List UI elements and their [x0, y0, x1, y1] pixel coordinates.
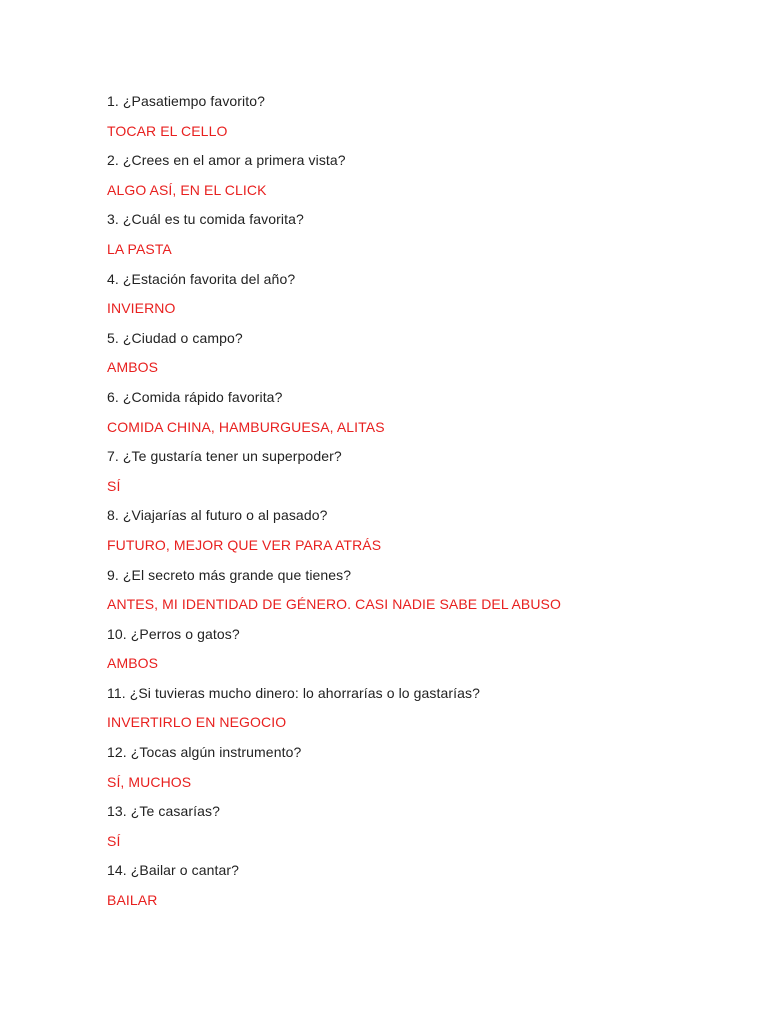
- answer-5: AMBOS: [107, 359, 159, 376]
- qa-item-6: [107, 386, 727, 445]
- answer-7: SÍ: [107, 477, 121, 494]
- question-2: 2. ¿Crees en el amor a primera vista?: [107, 152, 346, 169]
- question-4: 4. ¿Estación favorita del año?: [107, 270, 296, 287]
- answer-10: AMBOS: [107, 655, 159, 672]
- question-13: 13. ¿Te casarías?: [107, 803, 220, 820]
- qa-item-5: [107, 327, 727, 386]
- question-1: 1. ¿Pasatiempo favorito?: [107, 93, 266, 109]
- qa-item-13: [107, 800, 727, 859]
- answer-3: LA PASTA: [107, 240, 172, 257]
- qa-item-2: [107, 149, 727, 208]
- qa-item-9: [107, 564, 727, 623]
- question-6: 6. ¿Comida rápido favorita?: [107, 388, 283, 405]
- answer-6: COMIDA CHINA, HAMBURGUESA, ALITAS: [107, 418, 385, 435]
- answer-9: ANTES, MI IDENTIDAD DE GÉNERO. CASI NADIE SABE DEL ABUSO: [107, 596, 561, 613]
- answer-13: SÍ: [107, 832, 121, 849]
- questionnaire-list: [107, 90, 727, 919]
- answer-2: ALGO ASÍ, EN EL CLICK: [107, 181, 267, 198]
- qa-item-3: [107, 208, 727, 267]
- question-9: 9. ¿El secreto más grande que tienes?: [107, 566, 352, 583]
- qa-item-10: [107, 623, 727, 682]
- answer-12: SÍ, MUCHOS: [107, 773, 192, 790]
- question-11: 11. ¿Si tuvieras mucho dinero: lo ahorrarías o lo gastarías?: [107, 684, 481, 701]
- answer-8: FUTURO, MEJOR QUE VER PARA ATRÁS: [107, 536, 382, 553]
- question-12: 12. ¿Tocas algún instrumento?: [107, 744, 302, 761]
- qa-item-11: [107, 682, 727, 741]
- question-8: 8. ¿Viajarías al futuro o al pasado?: [107, 507, 328, 524]
- answer-1: TOCAR EL CELLO: [107, 122, 228, 139]
- qa-item-8: [107, 504, 727, 563]
- qa-item-7: [107, 445, 727, 504]
- question-3: 3. ¿Cuál es tu comida favorita?: [107, 211, 304, 228]
- answer-4: INVIERNO: [107, 300, 176, 317]
- answer-11: INVERTIRLO EN NEGOCIO: [107, 714, 287, 731]
- question-14: 14. ¿Bailar o cantar?: [107, 862, 240, 879]
- qa-item-1: [107, 90, 727, 149]
- qa-item-4: [107, 268, 727, 327]
- answer-14: BAILAR: [107, 892, 158, 909]
- question-10: 10. ¿Perros o gatos?: [107, 625, 240, 642]
- question-5: 5. ¿Ciudad o campo?: [107, 329, 243, 346]
- question-7: 7. ¿Te gustaría tener un superpoder?: [107, 448, 342, 465]
- qa-item-12: [107, 741, 727, 800]
- qa-item-14: [107, 859, 727, 918]
